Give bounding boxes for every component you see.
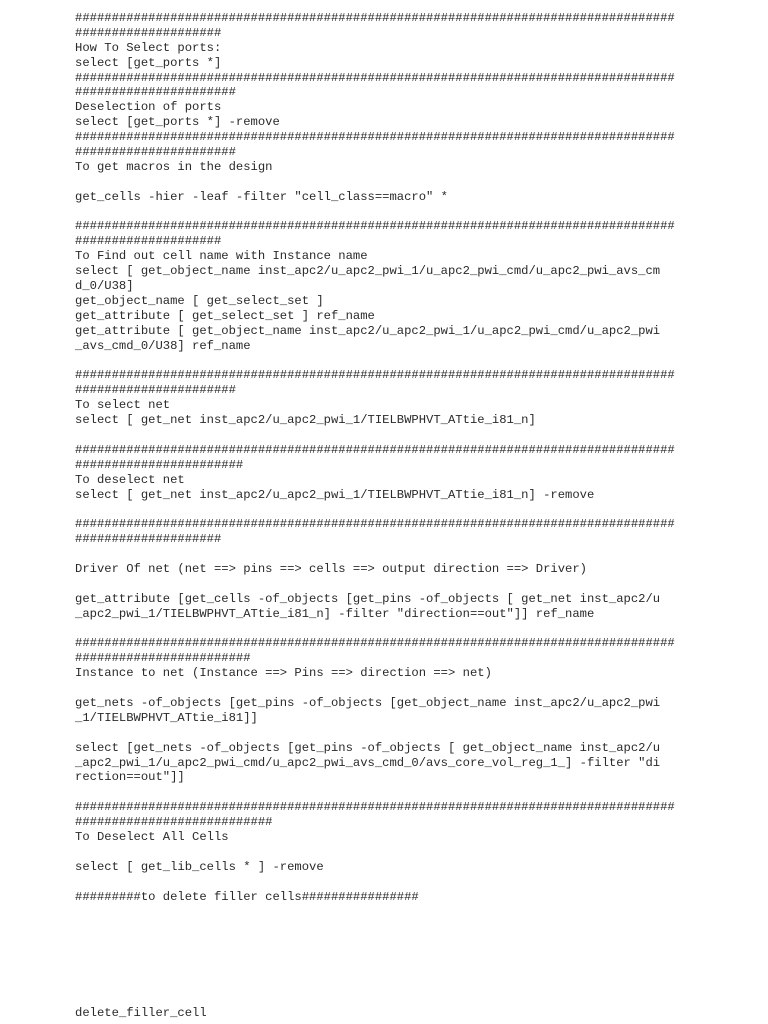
blank-line — [75, 502, 675, 517]
command-line: get_attribute [get_cells -of_objects [get_pins -of_objects [ get_net inst_apc2/u — [75, 591, 661, 606]
separator-line: ################################################################################## — [75, 11, 675, 25]
separator-line: ###################### — [75, 383, 236, 398]
blank-line — [75, 845, 675, 860]
command-line: get_object_name [ get_select_set ] — [75, 293, 324, 308]
blank-line — [75, 785, 675, 800]
separator-line: ################################################################################## — [75, 636, 675, 651]
separator-line: ################################################################################## — [75, 442, 675, 457]
text-line: To Find out cell name with Instance name — [75, 249, 368, 264]
command-line: select [get_nets -of_objects [get_pins -of_objects [ get_object_name inst_apc2/u — [75, 740, 661, 755]
text-line: How To Select ports: — [75, 40, 222, 55]
text-line: _avs_cmd_0/U38] ref_name — [75, 338, 251, 353]
command-line: select [ get_net inst_apc2/u_apc2_pwi_1/TIELBWPHVT_ATtie_i81_n] — [75, 413, 536, 428]
command-line: select [ get_net inst_apc2/u_apc2_pwi_1/TIELBWPHVT_ATtie_i81_n] -remove — [75, 487, 595, 502]
blank-line — [75, 875, 675, 890]
command-line: select [get_ports *] -remove — [75, 115, 280, 130]
text-line: Driver Of net (net ==> pins ==> cells ==> output direction ==> Driver) — [75, 561, 587, 576]
separator-line: ################################################################################## — [75, 368, 675, 383]
separator-line: ################################################################################## — [75, 130, 675, 145]
blank-line — [75, 175, 675, 190]
blank-line — [75, 205, 675, 220]
text-line: Deselection of ports — [75, 100, 222, 115]
separator-line: ###################### — [75, 145, 236, 160]
command-line: select [get_ports *] — [75, 55, 222, 70]
delete-filler-cell-command: delete_filler_cell — [75, 1006, 207, 1020]
blank-line — [75, 681, 675, 696]
separator-line: #################### — [75, 234, 222, 249]
text-line: To get macros in the design — [75, 159, 273, 174]
command-line: get_attribute [ get_select_set ] ref_name — [75, 308, 375, 323]
separator-line: ################################################################################## — [75, 219, 675, 234]
command-line: get_attribute [ get_object_name inst_apc2/u_apc2_pwi_1/u_apc2_pwi_cmd/u_apc2_pwi — [75, 323, 661, 338]
text-line: rection==out"]] — [75, 770, 185, 785]
blank-line — [75, 428, 675, 443]
text-line: _apc2_pwi_1/u_apc2_pwi_cmd/u_apc2_pwi_avs_cmd_0/avs_core_vol_reg_1_] -filter "di — [75, 755, 661, 770]
separator-line: ################################################################################## — [75, 517, 675, 532]
blank-line — [75, 547, 675, 562]
section-heading: #########to delete filler cells################ — [75, 889, 419, 904]
command-line: select [ get_lib_cells * ] -remove — [75, 859, 324, 874]
text-line: Instance to net (Instance ==> Pins ==> direction ==> net) — [75, 666, 492, 681]
text-line: To Deselect All Cells — [75, 829, 229, 844]
text-line: d_0/U38] — [75, 279, 134, 294]
blank-line — [75, 726, 675, 741]
separator-line: ######################## — [75, 651, 251, 666]
separator-line: ###################### — [75, 85, 236, 100]
separator-line: ################################################################################## — [75, 70, 675, 85]
command-line: get_nets -of_objects [get_pins -of_objects [get_object_name inst_apc2/u_apc2_pwi — [75, 695, 661, 710]
text-line: _1/TIELBWPHVT_ATtie_i81]] — [75, 710, 258, 725]
separator-line: #################### — [75, 532, 222, 547]
command-line: select [ get_object_name inst_apc2/u_apc2_pwi_1/u_apc2_pwi_cmd/u_apc2_pwi_avs_cm — [75, 264, 661, 279]
document-body — [75, 11, 675, 904]
text-line: To select net — [75, 398, 171, 413]
blank-line — [75, 622, 675, 637]
separator-line: ########################### — [75, 815, 273, 830]
text-line: _apc2_pwi_1/TIELBWPHVT_ATtie_i81_n] -filter "direction==out"]] ref_name — [75, 606, 595, 621]
separator-line: ################################################################################## — [75, 800, 675, 815]
blank-line — [75, 577, 675, 592]
separator-line: #################### — [75, 25, 222, 40]
text-line: To deselect net — [75, 472, 185, 487]
blank-line — [75, 353, 675, 368]
command-line: get_cells -hier -leaf -filter "cell_class==macro" * — [75, 189, 448, 204]
separator-line: ####################### — [75, 457, 244, 472]
